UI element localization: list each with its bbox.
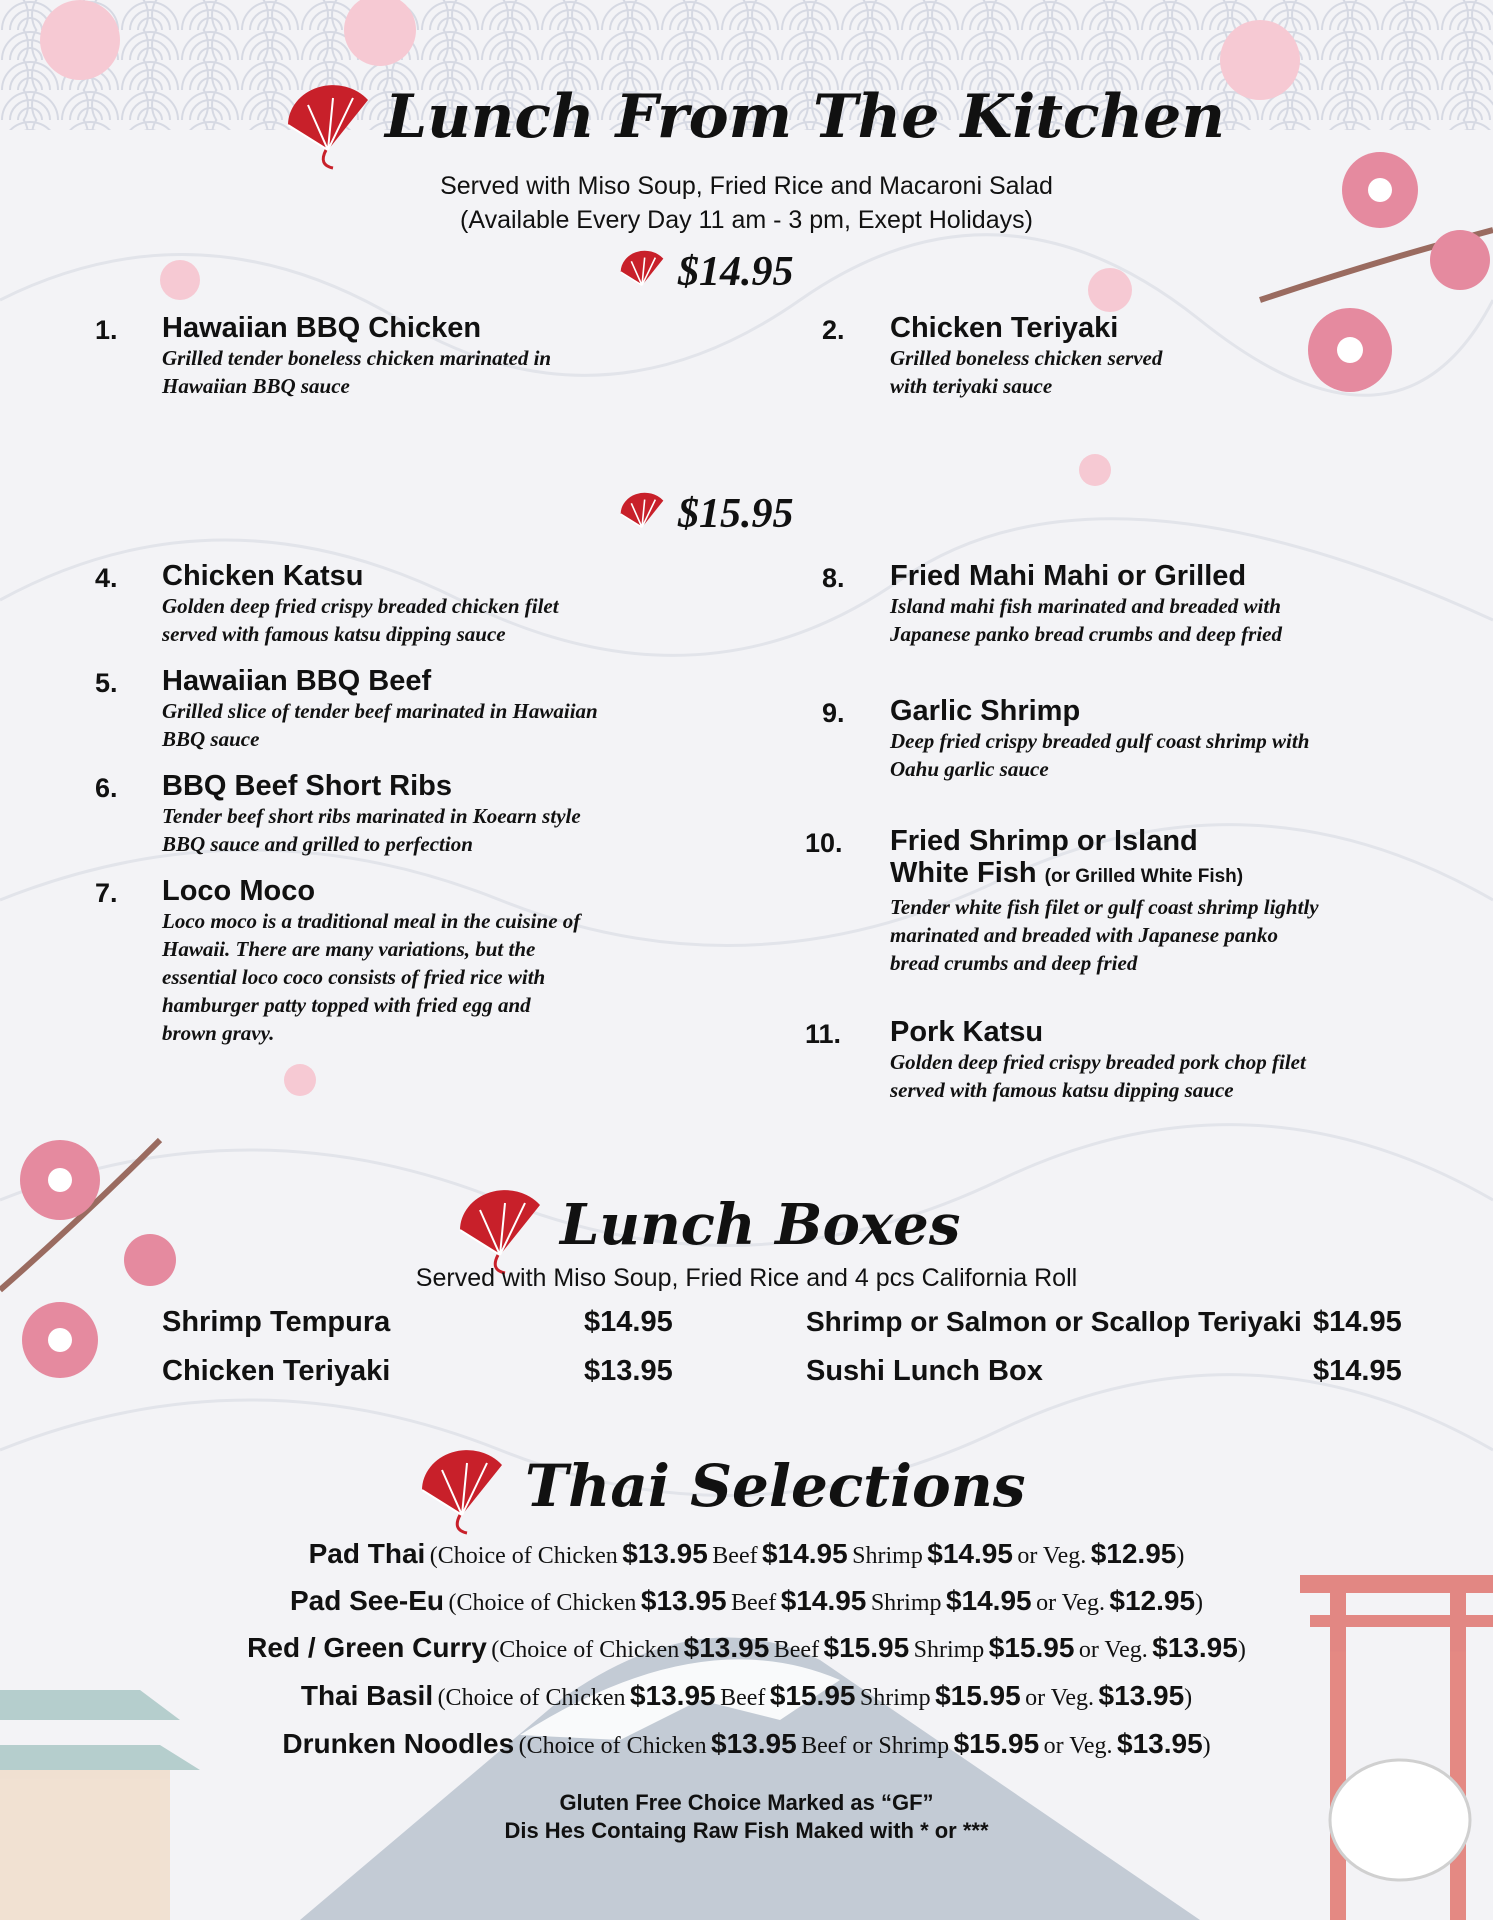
lunch-box-price: $14.95 — [1313, 1306, 1402, 1338]
thai-item-name: Thai Basil — [300, 1680, 434, 1711]
thai-price: $13.95 — [1152, 1632, 1238, 1663]
item-description: brown gravy. — [162, 1021, 275, 1045]
thai-text: or Veg. — [1025, 1685, 1095, 1711]
lunch-box-name: Shrimp or Salmon or Scallop Teriyaki — [806, 1306, 1302, 1337]
thai-item-red-green-curry — [0, 1632, 1493, 1664]
menu-item-hawaiian-bbq-chicken — [162, 312, 682, 400]
thai-text: or Veg. — [1043, 1733, 1113, 1759]
item-name-line-2 — [890, 857, 1450, 893]
fan-icon — [612, 490, 672, 538]
header-subtitle-1: Served with Miso Soup, Fried Rice and Macaroni Salad — [440, 172, 1053, 200]
item-description: BBQ sauce — [162, 727, 260, 751]
item-description: with teriyaki sauce — [890, 374, 1053, 398]
thai-price: $14.95 — [762, 1538, 848, 1569]
thai-text: Beef or Shrimp — [801, 1733, 950, 1759]
item-description: Deep fried crispy breaded gulf coast shrimp with — [890, 729, 1310, 753]
thai-text: (Choice of Chicken — [429, 1543, 618, 1569]
item-number: 7. — [95, 878, 118, 908]
thai-text: ) — [1176, 1543, 1185, 1569]
thai-price: $15.95 — [769, 1680, 856, 1711]
item-number: 9. — [822, 698, 845, 728]
thai-price: $14.95 — [945, 1585, 1032, 1616]
thai-text: (Choice of Chicken — [448, 1590, 637, 1616]
item-description: Tender white fish filet or gulf coast shrimp lightly — [890, 895, 1319, 919]
thai-item-name: Pad See-Eu — [289, 1585, 445, 1616]
thai-text: Beef — [712, 1543, 758, 1569]
item-number: 4. — [95, 563, 118, 593]
item-name-2: White Fish — [890, 857, 1037, 889]
item-description: marinated and breaded with Japanese panko — [890, 923, 1278, 947]
thai-text: or Veg. — [1036, 1590, 1105, 1616]
menu-item-hawaiian-bbq-beef — [162, 665, 722, 753]
item-name: Loco Moco — [162, 875, 316, 907]
item-number: 10. — [805, 828, 843, 858]
footer-gluten-free-note: Gluten Free Choice Marked as “GF” — [559, 1790, 934, 1815]
menu-item-loco-moco — [162, 875, 722, 1047]
thai-price: $13.95 — [640, 1585, 727, 1616]
thai-text: ) — [1195, 1590, 1204, 1616]
item-number: 1. — [95, 315, 118, 345]
item-number: 8. — [822, 563, 845, 593]
item-description: Tender beef short ribs marinated in Koearn style — [162, 804, 581, 828]
item-number: 2. — [822, 315, 845, 345]
page-title: Lunch From The Kitchen — [385, 82, 1225, 152]
item-name: Garlic Shrimp — [890, 695, 1081, 727]
item-description: Oahu garlic sauce — [890, 757, 1049, 781]
item-description: Loco moco is a traditional meal in the cuisine of — [162, 909, 581, 933]
item-description: Grilled tender boneless chicken marinated in — [162, 346, 552, 370]
item-name: Pork Katsu — [890, 1016, 1044, 1048]
item-description: hamburger patty topped with fried egg and — [162, 993, 531, 1017]
item-description: essential loco coco consists of fried rice with — [162, 965, 546, 989]
item-description: Hawaii. There are many variations, but the — [162, 937, 536, 961]
thai-text: (Choice of Chicken — [518, 1733, 707, 1759]
menu-item-garlic-shrimp — [890, 695, 1450, 783]
item-name: Chicken Katsu — [162, 560, 364, 592]
thai-text: or Veg. — [1017, 1543, 1087, 1569]
thai-price: $13.95 — [711, 1728, 797, 1759]
fan-icon — [612, 248, 672, 296]
lunch-box-price: $14.95 — [1313, 1355, 1402, 1387]
menu-item-pork-katsu — [890, 1016, 1450, 1104]
lunch-box-name: Shrimp Tempura — [162, 1306, 391, 1338]
thai-text: Beef — [730, 1590, 777, 1616]
thai-text: Shrimp — [859, 1685, 931, 1711]
thai-item-pad-see-eu — [0, 1585, 1493, 1617]
item-number: 5. — [95, 668, 118, 698]
thai-item-name: Drunken Noodles — [282, 1728, 515, 1759]
tier-price-14-95: $14.95 — [678, 249, 794, 295]
item-description: Hawaiian BBQ sauce — [162, 374, 350, 398]
menu-item-chicken-katsu — [162, 560, 722, 648]
lunch-box-price: $13.95 — [584, 1355, 673, 1387]
item-name: BBQ Beef Short Ribs — [162, 770, 453, 802]
thai-price: $15.95 — [823, 1632, 910, 1663]
thai-text: ) — [1237, 1637, 1246, 1663]
item-description: Grilled boneless chicken served — [890, 346, 1163, 370]
thai-text: (Choice of Chicken — [437, 1685, 626, 1711]
thai-price: $14.95 — [780, 1585, 867, 1616]
item-description: Golden deep fried crispy breaded chicken filet — [162, 594, 559, 618]
item-description: Golden deep fried crispy breaded pork chop filet — [890, 1050, 1306, 1074]
thai-item-drunken-noodles — [0, 1728, 1493, 1760]
thai-item-name: Pad Thai — [308, 1538, 426, 1569]
thai-price: $13.95 — [629, 1680, 716, 1711]
item-description: served with famous katsu dipping sauce — [162, 622, 506, 646]
thai-price: $15.95 — [988, 1632, 1075, 1663]
lunch-box-name: Sushi Lunch Box — [806, 1355, 1043, 1387]
fan-icon — [412, 1445, 512, 1535]
section-title-thai-selections: Thai Selections — [525, 1452, 1026, 1520]
item-description: Island mahi fish marinated and breaded with — [890, 594, 1281, 618]
thai-text: Beef — [720, 1685, 766, 1711]
menu-item-fried-mahi-mahi — [890, 560, 1450, 648]
lunch-box-price: $14.95 — [584, 1306, 673, 1338]
item-name: Fried Shrimp or Island — [890, 825, 1198, 857]
thai-text: Shrimp — [852, 1543, 923, 1569]
item-description: bread crumbs and deep fried — [890, 951, 1138, 975]
thai-item-name: Red / Green Curry — [247, 1632, 487, 1663]
thai-text: ) — [1202, 1733, 1211, 1759]
item-name: Fried Mahi Mahi or Grilled — [890, 560, 1247, 592]
thai-price: $15.95 — [935, 1680, 1021, 1711]
item-name-note: (or Grilled White Fish) — [1044, 866, 1244, 887]
item-number: 6. — [95, 773, 118, 803]
fan-icon — [278, 80, 378, 170]
thai-price: $12.95 — [1109, 1585, 1196, 1616]
thai-price: $12.95 — [1090, 1538, 1177, 1569]
item-number: 11. — [805, 1019, 842, 1049]
thai-text: (Choice of Chicken — [491, 1637, 680, 1663]
thai-price: $13.95 — [1098, 1680, 1185, 1711]
item-description: served with famous katsu dipping sauce — [890, 1078, 1234, 1102]
lunch-box-name: Chicken Teriyaki — [162, 1355, 391, 1387]
menu-item-chicken-teriyaki — [890, 312, 1290, 400]
thai-price: $14.95 — [927, 1538, 1013, 1569]
fan-icon — [450, 1185, 550, 1275]
menu-item-fried-shrimp-or-island-white-fish — [890, 825, 1450, 977]
footer-raw-fish-note: Dis Hes Containg Raw Fish Maked with * or *** — [504, 1818, 989, 1843]
thai-text: Shrimp — [913, 1637, 985, 1663]
header-subtitle-2: (Available Every Day 11 am - 3 pm, Exept Holidays) — [460, 206, 1033, 234]
thai-text: Beef — [773, 1637, 820, 1663]
thai-item-pad-thai — [0, 1538, 1493, 1570]
thai-price: $13.95 — [683, 1632, 770, 1663]
thai-price: $13.95 — [622, 1538, 708, 1569]
section-title-lunch-boxes: Lunch Boxes — [560, 1192, 961, 1258]
item-name: Chicken Teriyaki — [890, 312, 1119, 344]
menu-item-bbq-beef-short-ribs — [162, 770, 722, 858]
thai-text: Shrimp — [870, 1590, 942, 1616]
thai-text: or Veg. — [1078, 1637, 1148, 1663]
thai-item-thai-basil — [0, 1680, 1493, 1712]
item-name: Hawaiian BBQ Beef — [162, 665, 432, 697]
item-description: BBQ sauce and grilled to perfection — [162, 832, 473, 856]
thai-price: $13.95 — [1117, 1728, 1203, 1759]
item-name: Hawaiian BBQ Chicken — [162, 312, 482, 344]
thai-price: $15.95 — [953, 1728, 1040, 1759]
tier-price-15-95: $15.95 — [678, 491, 794, 537]
item-description: Grilled slice of tender beef marinated in Hawaiian — [162, 699, 598, 723]
thai-text: ) — [1184, 1685, 1193, 1711]
item-description: Japanese panko bread crumbs and deep fried — [890, 622, 1282, 646]
lunch-boxes-subtitle: Served with Miso Soup, Fried Rice and 4 pcs California Roll — [415, 1264, 1078, 1292]
